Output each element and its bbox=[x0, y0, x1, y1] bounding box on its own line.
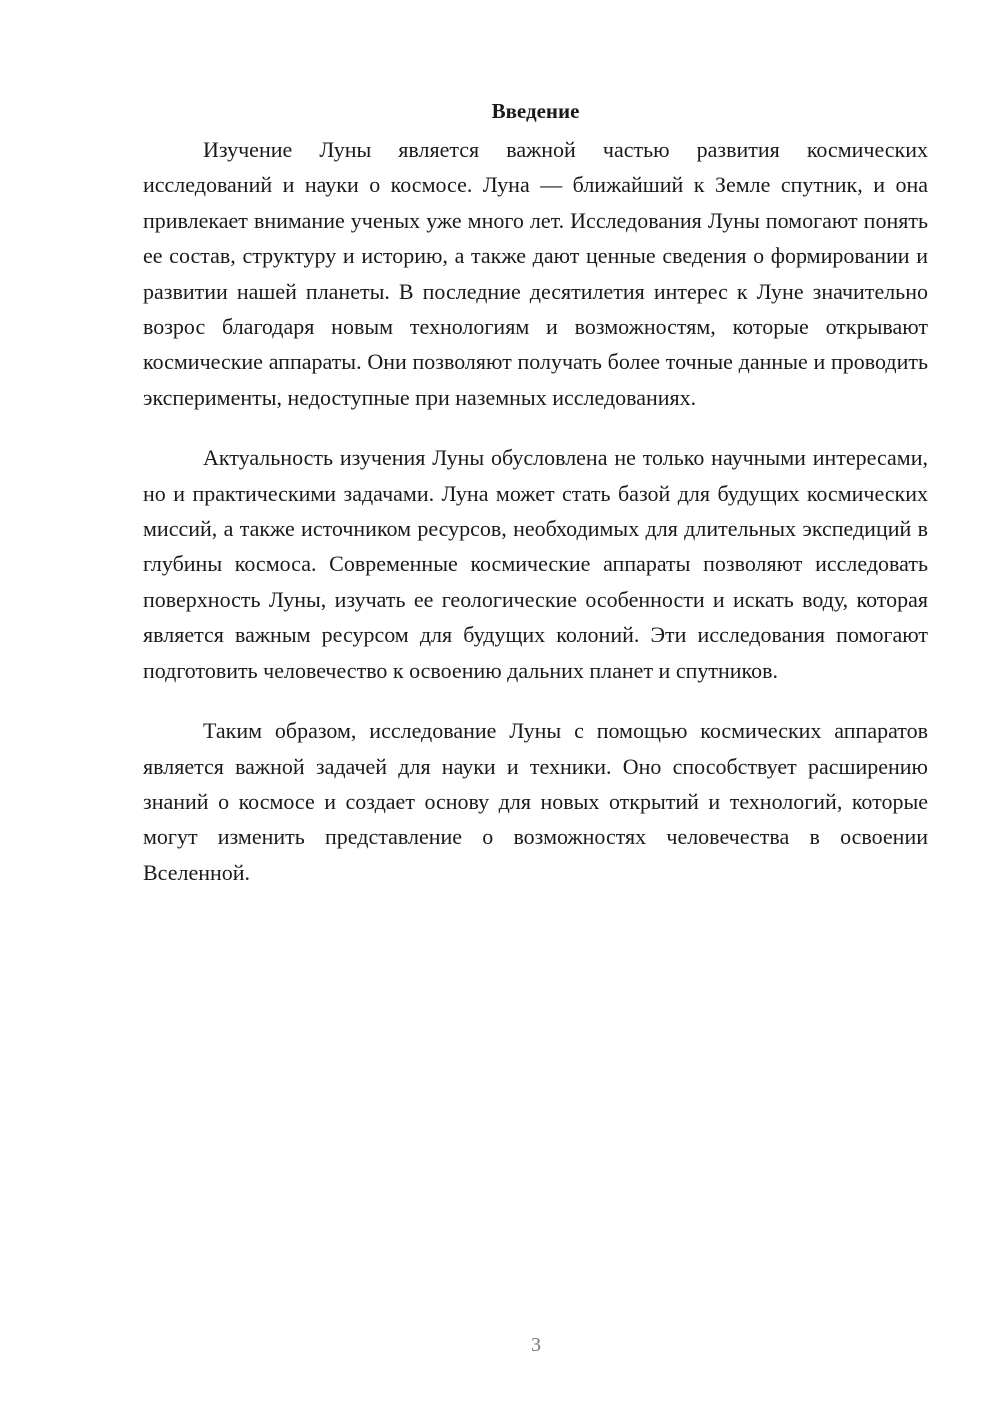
paragraph-intro: Изучение Луны является важной частью развития космических исследований и науки о космосе. Луна — ближайший к Земле спутник, и она привлекает внимание ученых уже много лет. Исследования Луны помогают понять ее состав, структуру и историю, а также дают ценные сведения о формировании и развитии нашей планеты. В последние десятилетия интерес к Луне значительно возрос благодаря новым технологиям и возможностям, которые открывают космические аппараты. Они позволяют получать более точные данные и проводить эксперименты, недоступные при наземных исследованиях. bbox=[143, 137, 928, 410]
section-heading: Введение bbox=[491, 99, 580, 123]
paragraph-conclusion: Таким образом, исследование Луны с помощью космических аппаратов является важной задачей для науки и техники. Оно способствует расширению знаний о космосе и создает основу для новых открытий и технологий, которые могут изменить представление о возможностях человечества в освоении Вселенной. bbox=[143, 718, 928, 885]
page-content bbox=[143, 96, 928, 915]
page-number: 3 bbox=[531, 1334, 541, 1356]
paragraph-relevance: Актуальность изучения Луны обусловлена не только научными интересами, но и практическими задачами. Луна может стать базой для будущих космических миссий, а также источником ресурсов, необходимых для длительных экспедиций в глубины космоса. Современные космические аппараты позволяют исследовать поверхность Луны, изучать ее геологические особенности и искать воду, которая является важным ресурсом для будущих колоний. Эти исследования помогают подготовить человечество к освоению дальних планет и спутников. bbox=[143, 445, 928, 683]
